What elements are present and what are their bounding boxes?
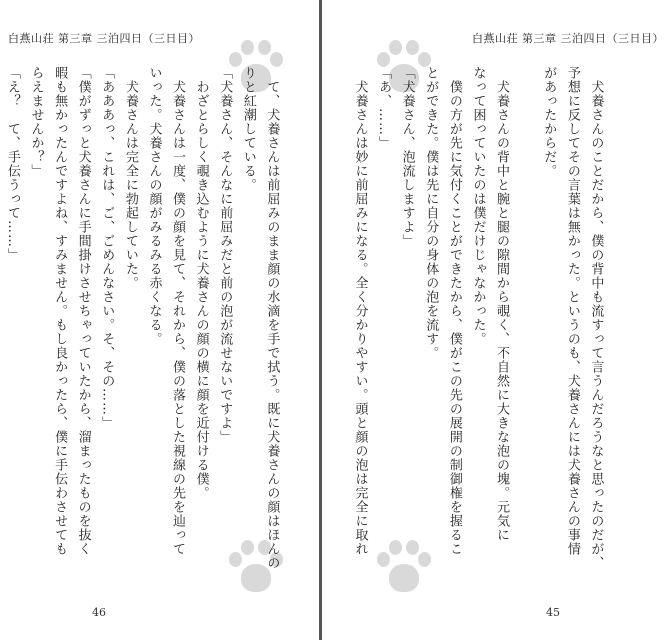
text-line: いった。犬養さんの顔がみるみる赤くなる。: [146, 66, 162, 346]
text-line: 犬養さんは妙に前屈みになる。全く分かりやすい。頭と顔の泡は完全に取れ: [352, 66, 368, 556]
text-line: て、犬養さんは前屈みのまま顔の水滴を手で拭う。既に犬養さんの顔はほんの: [264, 66, 280, 570]
text-line: 「僕がずっと犬養さんに手間掛けさせちゃっていたから、溜まったものを抜く: [75, 66, 91, 556]
text-line: があったからだ。: [541, 66, 557, 178]
text-line: 犬養さんは完全に勃起していた。: [122, 66, 138, 290]
text-line: 「あああっ、これは、ご、ごめんなさい。そ、その……」: [99, 66, 115, 430]
body-text: [0, 66, 307, 591]
text-line: りと紅潮している。: [240, 66, 256, 192]
right-page: [322, 0, 664, 640]
text-line: 「犬養さん、そんなに前屈みだと前の泡が流せないですよ」: [217, 66, 233, 444]
text-line: なって困っていたのは僕だけじゃなかった。: [470, 66, 486, 346]
running-header: 白燕山荘 第三章 三泊四日（三日目）: [8, 32, 200, 45]
body-text: [348, 66, 631, 591]
text-line: 犬養さんの背中と腕と腿の隙間から覗く、不自然に大きな泡の塊。元気に: [494, 66, 510, 542]
text-line: 予想に反してその言葉は無かった。というのも、犬養さんには犬養さんの事情: [564, 66, 580, 556]
text-line: 犬養さんのことだから、僕の背中も流すって言うんだろうなと思ったのだが、: [588, 66, 604, 570]
text-line: 「あ、……」: [376, 66, 392, 150]
page-number: 45: [546, 606, 560, 619]
page-number: 46: [92, 606, 106, 619]
text-line: 僕の方が先に気付くことができたから、僕がこの先の展開の制御権を握るこ: [446, 66, 462, 556]
text-line: とができた。僕は先に自分の身体の泡を流す。: [423, 66, 439, 360]
left-page: [0, 0, 319, 640]
text-line: 「え？ て、手伝うって……」: [4, 66, 20, 262]
text-line: わざとらしく覗き込むように犬養さんの顔の横に顔を近付ける僕。: [193, 66, 209, 500]
text-line: らえませんか？」: [28, 66, 44, 178]
text-line: 暇も無かったんですよね、すみません。もし良かったら、僕に手伝わさせても: [52, 66, 68, 556]
running-header: 白燕山荘 第三章 三泊四日（三日目）: [472, 32, 664, 45]
text-line: 「犬養さん、泡流しますよ」: [399, 66, 415, 248]
text-line: 犬養さんは一度、僕の顔を見て、それから、僕の落とした視線の先を辿って: [170, 66, 186, 556]
